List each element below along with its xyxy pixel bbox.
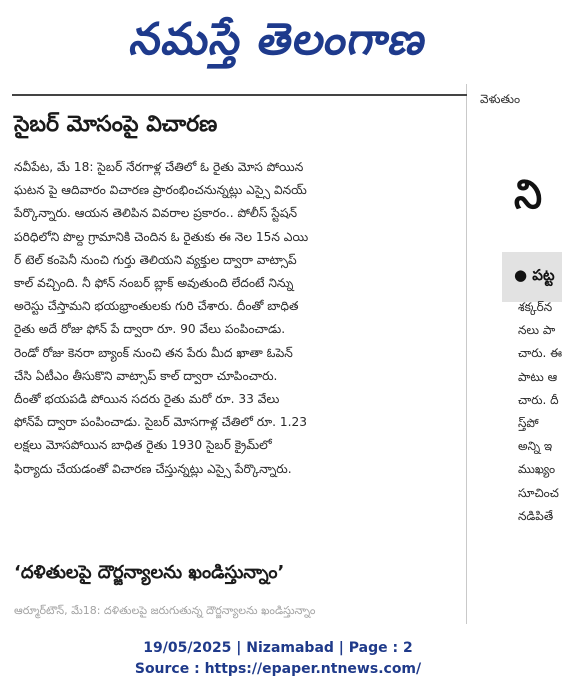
edition-date-line: 19/05/2025 | Nizamabad | Page : 2: [143, 640, 413, 656]
adjacent-line: అన్ని ఇ: [518, 439, 553, 454]
article-line: ఫోన్‌పే ద్వారా పంపించాడు. సైబర్ మోసగాళ్ల చేతిలో రూ. 1.23: [14, 415, 308, 430]
adjacent-line: సూచించ: [518, 485, 559, 500]
article-line: దీంతో భయపడి పోయిన సదరు రైతు మరో రూ. 33 వేలు: [14, 392, 280, 407]
main-article-column: [12, 84, 467, 624]
article-line: ఫిర్యాదు చేయడంతో విచారణ చేస్తున్నట్లు ఎస్సై పేర్కొన్నారు.: [14, 461, 292, 476]
source-footer: [0, 624, 556, 697]
adjacent-line: చారు. ఈ: [518, 346, 562, 361]
adjacent-headline-fragment: ని: [514, 172, 543, 218]
adjacent-line: పాటు ఆ: [518, 369, 558, 384]
article-line: ఘటన పై ఆదివారం విచారణ ప్రారంభించనున్నట్లు ఎస్సై వినయ్: [14, 183, 307, 198]
article-body: [14, 156, 466, 481]
adjacent-line: నలు పా: [518, 323, 556, 338]
adjacent-line: చారు. దీ: [518, 392, 559, 407]
newspaper-logo: నమస్తే తెలంగాణ: [126, 14, 432, 65]
article-line: కాల్ వచ్చింది. నీ ఫోన్ నంబర్ బ్లాక్ అవుతుంది లేదంటే నిన్ను: [14, 276, 294, 291]
article-line: చేసి ఏటీఎం తీసుకొని వాట్సాప్ కాల్ ద్వారా చూపించారు.: [14, 368, 278, 383]
article-line: ర్ టెల్ కంపెనీ నుంచి గుర్తు తెలియని వ్యక్తుల ద్వారా వాట్సాప్: [14, 252, 297, 267]
source-url-line: Source : https://epaper.ntnews.com/: [134, 661, 422, 677]
adjacent-line: స్త్‌పో: [518, 416, 539, 431]
adjacent-subhead-band: [502, 252, 562, 302]
article-line: నవీపేట, మే 18: సైబర్ నేరగాళ్ల చేతిలో ఓ రైతు మోస పోయిన: [14, 160, 304, 174]
newspaper-clipping: [0, 84, 562, 624]
article-line: లక్షలు మోసపోయిన బాధిత రైతు 1930 సైబర్ క్రైమ్‌లో: [14, 438, 272, 453]
adjacent-line: శక్కర్‌న: [518, 300, 553, 314]
article-line: రెండో రోజు కెనరా బ్యాంక్ నుంచి తన పేరు మీద ఖాతా ఓపెన్: [14, 345, 293, 360]
adjacent-article-column: [478, 84, 562, 624]
article-line: పేర్కొన్నారు. ఆయన తెలిపిన వివరాల ప్రకారం.. పోలీస్ స్టేషన్: [14, 206, 298, 221]
column-top-rule: [12, 94, 467, 96]
article-line: అరెస్టు చేస్తామని భయభ్రాంతులకు గురి చేశారు. దీంతో బాధిత: [14, 299, 299, 314]
article-headline: సైబర్ మోసంపై విచారణ: [14, 112, 218, 137]
next-article-headline: ‘దళితులపై దౌర్జన్యాలను ఖండిస్తున్నాం’: [14, 562, 285, 583]
next-article-cut-line: ఆర్మూర్‌టౌన్, మే18: దళితులపై జరుగుతున్న దౌర్జన్యాలను ఖండిస్తున్నాం: [14, 604, 316, 617]
adjacent-subhead-text: ● పట్ట: [514, 266, 555, 284]
article-line: పరిధిలోని పొల్ద గ్రామానికి చెందిన ఓ రైతుకు ఈ నెల 15న ఎయి: [14, 229, 309, 244]
adjacent-top-text: వెళుతుం: [480, 92, 521, 106]
adjacent-body-lines: [518, 296, 562, 528]
adjacent-line: నడిపితే: [518, 508, 554, 523]
masthead: [0, 0, 556, 84]
adjacent-line: ముఖ్యం: [518, 462, 556, 477]
article-line: రైతు అదే రోజు ఫోన్ పే ద్వారా రూ. 90 వేలు పంపించాడు.: [14, 322, 286, 337]
